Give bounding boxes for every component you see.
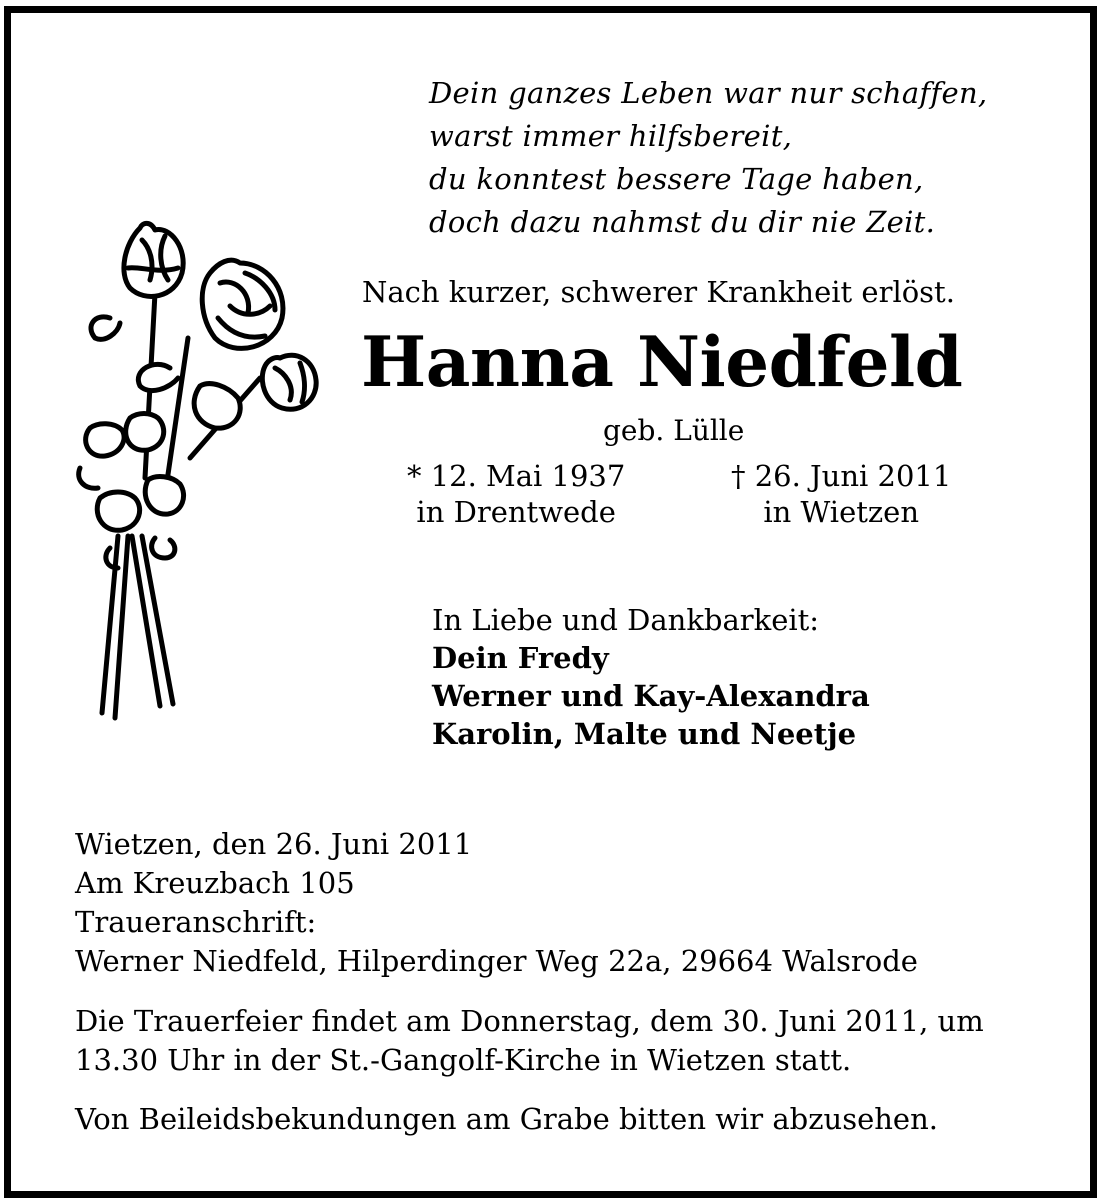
death-place: in Wietzen — [763, 495, 920, 529]
ceremony-line: Die Trauerfeier findet am Donnerstag, dem 30. Juni 2011, um — [75, 1004, 984, 1038]
poem-line: warst immer hilfsbereit, — [429, 119, 793, 153]
poem-line: doch dazu nahmst du dir nie Zeit. — [429, 205, 936, 239]
birth-date: * 12. Mai 1937 — [407, 459, 626, 493]
address-line: Am Kreuzbach 105 — [75, 866, 355, 900]
death-date: † 26. Juni 2011 — [731, 459, 952, 493]
ceremony-info — [75, 1002, 984, 1080]
deceased-name: Hanna Niedfeld — [361, 322, 963, 403]
birth-info — [407, 458, 625, 530]
maiden-name: geb. Lülle — [603, 414, 745, 447]
family-heading: In Liebe und Dankbarkeit: — [432, 603, 820, 637]
poem-line: Dein ganzes Leben war nur schaffen, — [429, 76, 988, 110]
birth-place: in Drentwede — [416, 495, 616, 529]
address-line: Traueranschrift: — [75, 905, 317, 939]
address-line: Werner Niedfeld, Hilperdinger Weg 22a, 29664 Walsrode — [75, 944, 918, 978]
family-member: Dein Fredy — [432, 641, 609, 675]
poem-line: du konntest bessere Tage haben, — [429, 162, 924, 196]
address-block — [75, 825, 918, 981]
condolence-note: Von Beileidsbekundungen am Grabe bitten wir abzusehen. — [75, 1102, 938, 1136]
roses-drawing-icon — [70, 218, 330, 738]
family-signature — [432, 601, 870, 753]
death-info — [731, 458, 951, 530]
family-member: Karolin, Malte und Neetje — [432, 717, 857, 751]
intro-text: Nach kurzer, schwerer Krankheit erlöst. — [362, 275, 955, 309]
family-member: Werner und Kay-Alexandra — [432, 679, 870, 713]
address-line: Wietzen, den 26. Juni 2011 — [75, 827, 473, 861]
ceremony-line: 13.30 Uhr in der St.-Gangolf-Kirche in Wietzen statt. — [75, 1043, 852, 1077]
poem-verse — [429, 72, 987, 244]
